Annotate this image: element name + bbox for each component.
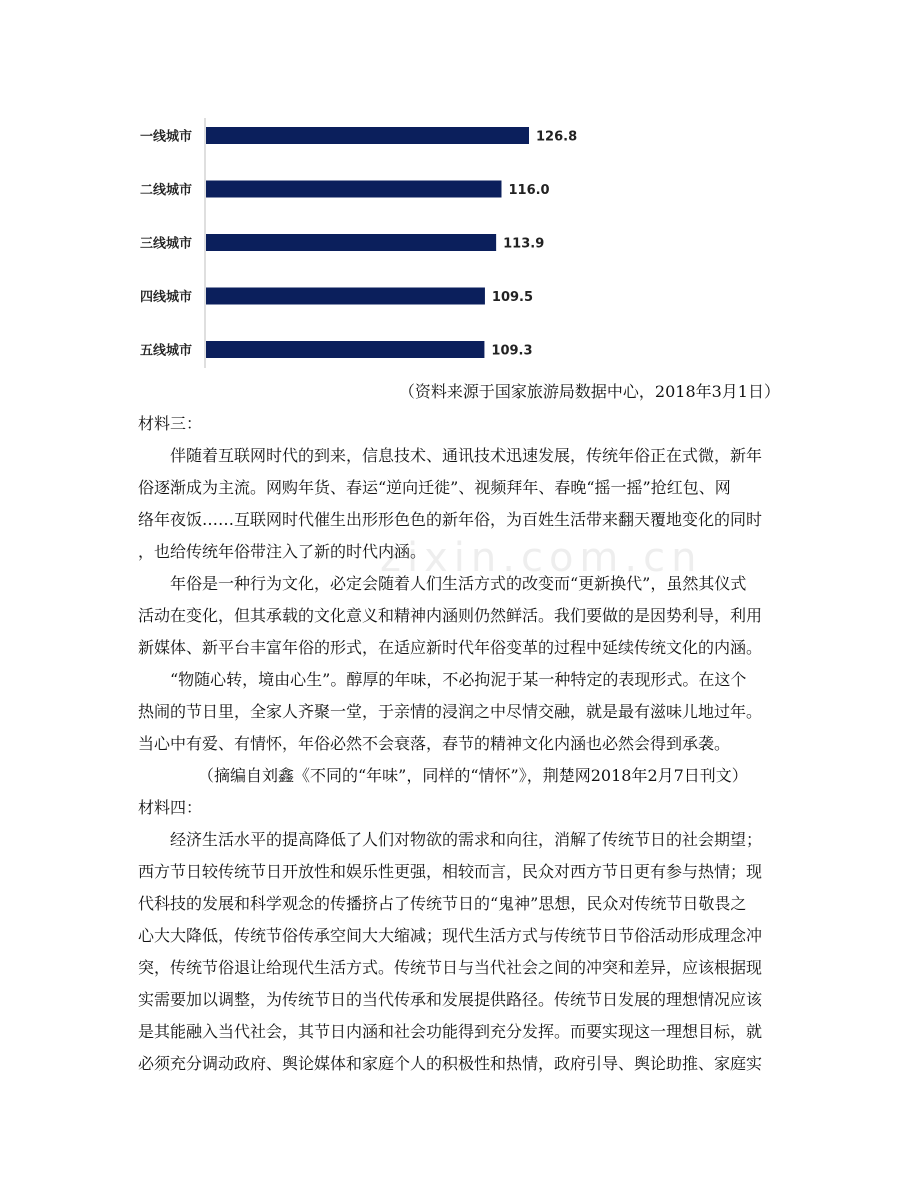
paragraph-line: 经济生活水平的提高降低了人们对物欲的需求和向往，消解了传统节日的社会期望； [170,830,763,849]
category-label: 一线城市 [139,129,192,145]
paragraph-line: 心大大降低，传统节俗传承空间大大缩减；现代生活方式与传统节日节俗活动形成理念冲 [138,926,763,945]
material3-source: （摘编自刘鑫《不同的“年味”，同样的“情怀”》，荆楚网2018年2月7日刊文） [198,766,748,785]
paragraph-line: 络年夜饭……互联网时代催生出形形色色的新年俗，为百姓生活带来翻天覆地变化的同时 [138,510,763,529]
chart-source-note: （资料来源于国家旅游局数据中心，2018年3月1日） [398,382,780,401]
category-label: 五线城市 [139,343,192,359]
paragraph-line: 热闹的节日里，全家人齐聚一堂，于亲情的浸润之中尽情交融，就是最有滋味儿地过年。 [138,702,763,721]
bar [206,127,529,144]
paragraph-line: 突，传统节俗退让给现代生活方式。传统节日与当代社会之间的冲突和差异，应该根据现 [138,958,763,977]
category-label: 三线城市 [139,236,192,252]
paragraph-line: 当心中有爱、有情怀，年俗必然不会衰落，春节的精神文化内涵也必然会得到承袭。 [138,734,731,753]
material3-heading: 材料三： [138,414,203,433]
bar [206,234,496,251]
bar [206,341,484,358]
paragraph-line: 新媒体、新平台丰富年俗的形式，在适应新时代年俗变革的过程中延续传统文化的内涵。 [138,638,763,657]
value-label: 109.3 [491,343,533,359]
bar [206,181,501,198]
paragraph-line: 必须充分调动政府、舆论媒体和家庭个人的积极性和热情，政府引导、舆论助推、家庭实 [138,1054,763,1073]
paragraph-line: 活动在变化，但其承载的文化意义和精神内涵则仍然鲜活。我们要做的是因势利导，利用 [138,606,763,625]
paragraph-line: 西方节日较传统节日开放性和娱乐性更强，相较而言，民众对西方节日更有参与热情；现 [138,862,763,881]
category-label: 二线城市 [139,183,192,198]
paragraph-line: 伴随着互联网时代的到来，信息技术、通讯技术迅速发展，传统年俗正在式微，新年 [170,446,763,465]
bar [206,288,485,305]
value-label: 109.5 [491,290,534,305]
material4-heading: 材料四： [138,798,203,817]
paragraph-line: ，也给传统年俗带注入了新的时代内涵。 [138,542,427,561]
value-label: 113.9 [503,236,545,252]
bar-chart [0,0,920,380]
paragraph-line: 代科技的发展和科学观念的传播挤占了传统节日的“鬼神”思想，民众对传统节日敬畏之 [138,894,747,913]
chart-bars [140,127,577,359]
paragraph-line: 年俗是一种行为文化，必定会随着人们生活方式的改变而“更新换代”，虽然其仪式 [170,574,747,593]
document-body [138,376,780,1080]
watermark-text: zixin.com.cn [380,535,703,581]
paragraph-line: 俗逐渐成为主流。网购年货、春运“逆向迁徙”、视频拜年、春晚“摇一摇”抢红包、网 [138,478,731,497]
value-label: 116.0 [508,183,550,198]
paragraph-line: “物随心转，境由心生”。醇厚的年味，不必拘泥于某一种特定的表现形式。在这个 [170,670,747,689]
value-label: 126.8 [536,129,578,145]
paragraph-line: 是其能融入当代社会，其节日内涵和社会功能得到充分发挥。而要实现这一理想目标，就 [138,1022,763,1041]
paragraph-line: 实需要加以调整，为传统节日的当代传承和发展提供路径。传统节日发展的理想情况应该 [138,990,763,1009]
category-label: 四线城市 [139,290,192,305]
